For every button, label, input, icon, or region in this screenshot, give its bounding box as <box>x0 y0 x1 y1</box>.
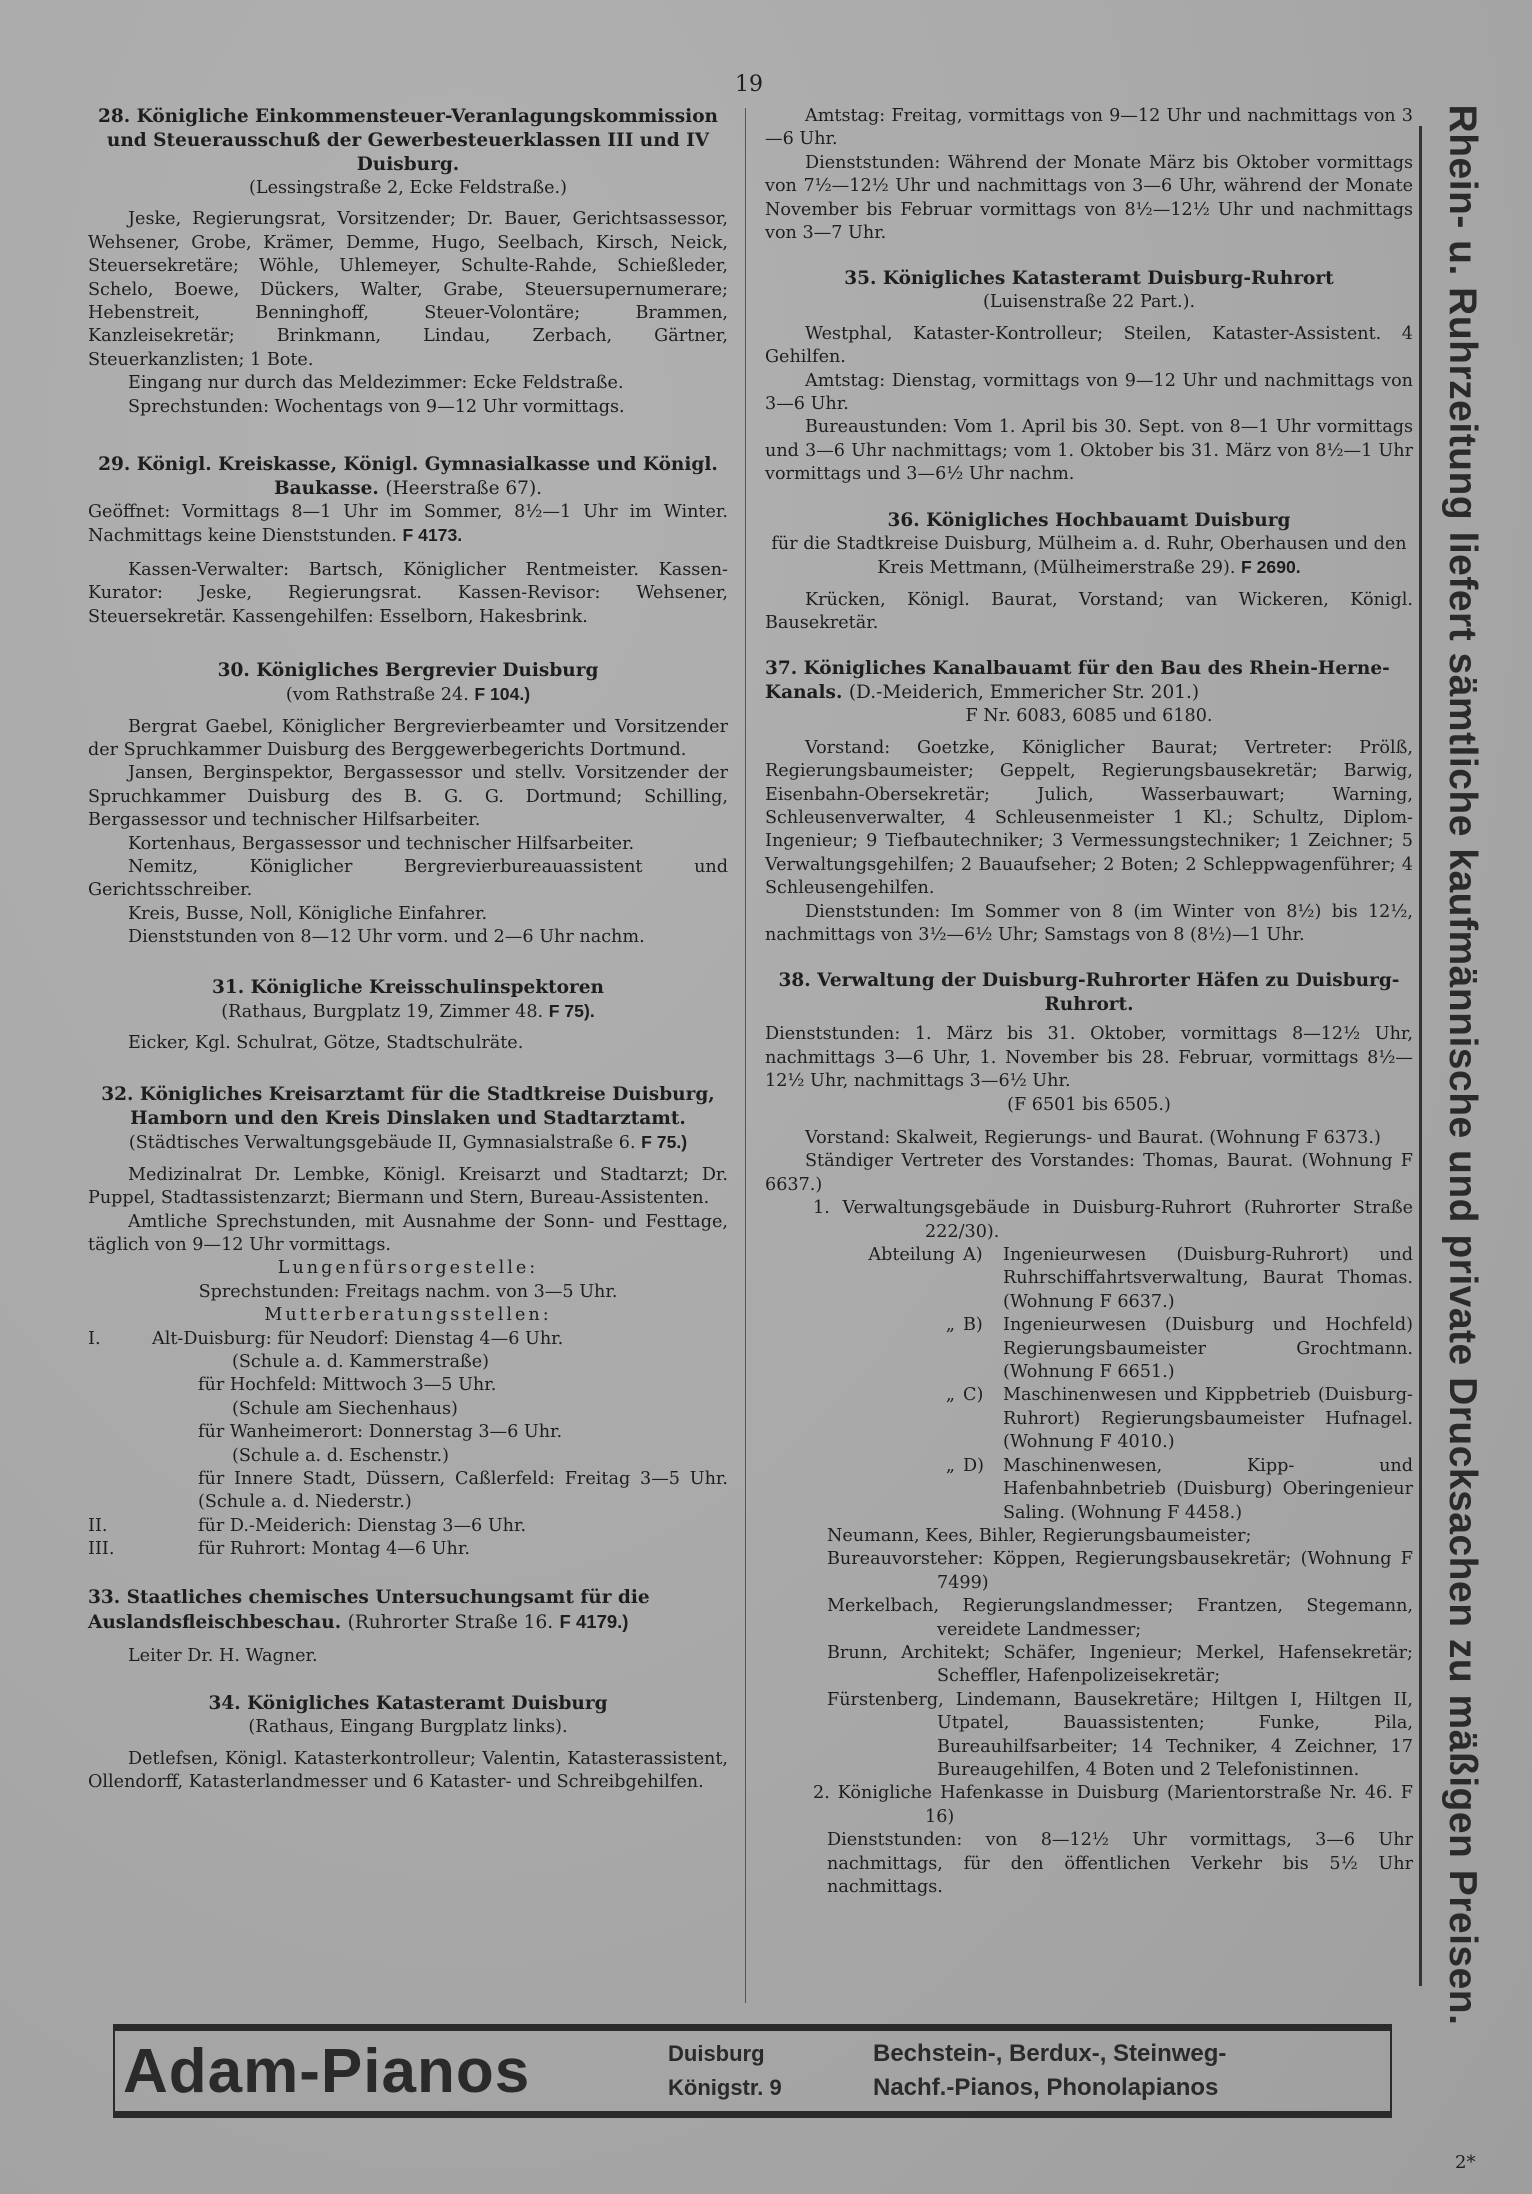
section-staff: Jeske, Regierungsrat, Vorsitzender; Dr. Bauer, Gerichtsassessor, Wehsener, Grobe, Krämer, Demme, Hugo, Seelbach, Kirsch, Neick, Steuersekretäre; Wöhle, Uhlemeyer, Schulte-Rahde, Schießleder, Schelo, Boewe, Dückers, Walter, Grabe, Steuersupernumerare; Hebenstreit, Benninghoff, Steuer-Volontäre; Brammen, Kanzleisekretär; Brinkmann, Lindau, Zerbach, Gärtner, Steuerkanzlisten; 1 Bote. <box>88 209 728 370</box>
section-address: (vom Rathstraße 24. <box>285 685 469 706</box>
section-address: (Heerstraße 67). <box>385 478 543 500</box>
section-hours: Sprechstunden: Wochentags von 9—12 Uhr vormittags. <box>128 396 625 417</box>
department-item <box>765 1384 1413 1454</box>
phone-number: F 2690. <box>1241 557 1301 578</box>
staff-line: Brunn, Architekt; Schäfer, Ingenieur; Merkel, Hafensekretär; Scheffler, Hafenpolizeisekretär; <box>827 1642 1413 1687</box>
department-item <box>765 1314 1413 1384</box>
list-item-note: (Schule a. d. Kammerstraße) <box>232 1352 490 1373</box>
section-title: 28. Königliche Einkommensteuer-Veranlagungskommission und Steuerausschuß der Gewerbesteuerklassen III und IV Duisburg. <box>98 106 718 175</box>
phone-number: F 75). <box>548 1000 595 1021</box>
advertisement-box <box>113 2024 1392 2118</box>
ad-products-line-2: Nachf.-Pianos, Phonolapianos <box>873 2074 1219 2101</box>
section-address: (Luisenstraße 22 Part.). <box>982 292 1196 313</box>
section-address: (Städtisches Verwaltungsgebäude II, Gymnasialstraße 6. <box>128 1133 636 1154</box>
phone-number: F 75.) <box>641 1132 688 1153</box>
section-34-continued <box>765 105 1413 245</box>
department-letter: C) <box>963 1385 984 1406</box>
staff-line: Merkelbach, Regierungslandmesser; Frantzen, Stegemann, vereidete Landmesser; <box>827 1596 1413 1640</box>
section-staff: Medizinalrat Dr. Lembke, Königl. Kreisarzt und Stadtarzt; Dr. Puppel, Stadtassistenzarzt; Biermann und Stern, Bureau-Assistenten. <box>88 1164 728 1209</box>
phone-number: (F 6501 bis 6505.) <box>1007 1094 1171 1115</box>
staff-paragraph: Nemitz, Königlicher Bergrevierbureauassistent und Gerichtsschreiber. <box>88 856 728 901</box>
staff-paragraph: Bergrat Gaebel, Königlicher Bergrevierbeamter und Vorsitzender der Spruchkammer Duisburg des Berggewerbegerichts Dortmund. <box>88 716 728 760</box>
section-title: 32. Königliches Kreisarztamt für die Stadtkreise Duisburg, Hamborn und den Kreis Dinslaken und Stadtarztamt. <box>101 1084 715 1130</box>
list-item-text: für Ruhrort: Montag 4—6 Uhr. <box>198 1539 470 1560</box>
department-letter: A) <box>963 1245 983 1266</box>
subheading-lung-care: Lungenfürsorgestelle: <box>277 1258 539 1279</box>
lung-care-hours: Sprechstunden: Freitags nachm. von 3—5 Uhr. <box>198 1281 618 1302</box>
column-divider <box>745 108 746 2003</box>
list-item-number <box>88 1374 152 1421</box>
list-item <box>88 1468 728 1515</box>
section-staff: Vorstand: Goetzke, Königlicher Baurat; Vertreter: Prölß, Regierungsbaumeister; Geppelt, Regierungsbausekretär; Barwig, Eisenbahn-Obersekretär; Julich, Wasserbauwart; Warning, Schleusenverwalter, 4 Schleusenmeister 1 Kl.; Schultz, Diplom-Ingenieur; 9 Tiefbautechniker; 3 Vermessungstechniker; 1 Zeichner; 5 Verwaltungsgehilfen; 2 Bauaufseher; 2 Boten; 2 Schleppwagenführer; 4 Schleusengehilfen. <box>765 737 1413 899</box>
section-38 <box>765 969 1413 1899</box>
staff-paragraph: Kortenhaus, Bergassessor und technischer Hilfsarbeiter. <box>128 833 635 854</box>
list-item <box>88 1515 728 1538</box>
phone-number: F 4173. <box>402 525 463 546</box>
list-item-note: (Schule a. d. Eschenstr.) <box>232 1445 450 1466</box>
list-item-number <box>88 1421 152 1468</box>
section-address: (Rathaus, Burgplatz 19, Zimmer 48. <box>221 1001 544 1022</box>
deputy: Ständiger Vertreter des Vorstandes: Thomas, Baurat. (Wohnung F 6637.) <box>765 1151 1413 1195</box>
section-address: (Ruhrorter Straße 16. <box>347 1611 554 1633</box>
list-item-text: für Hochfeld: Mittwoch 3—5 Uhr. <box>198 1375 497 1396</box>
building-2-hours: Dienststunden: von 8—12½ Uhr vormittags, 3—6 Uhr nachmittags, für den öffentlichen Verkehr bis 5½ Uhr nachmittags. <box>827 1830 1413 1897</box>
section-title: 36. Königliches Hochbauamt Duisburg <box>887 509 1291 531</box>
department-text: Maschinenwesen, Kipp- und Hafenbahnbetrieb (Duisburg) Oberingenieur Saling. (Wohnung F 4458.) <box>1003 1455 1413 1523</box>
list-item-number: I. <box>88 1328 101 1349</box>
department-text: Ingenieurwesen (Duisburg und Hochfeld) Regierungsbaumeister Grochtmann. (Wohnung F 6651.) <box>1003 1315 1413 1383</box>
building-1: 1. Verwaltungsgebäude in Duisburg-Ruhrort (Ruhrorter Straße 222/30). <box>813 1198 1413 1242</box>
ad-street: Königstr. 9 <box>668 2075 782 2100</box>
section-title: 33. Staatliches chemisches Untersuchungsamt für die Auslandsfleischbeschau. <box>88 1586 650 1633</box>
list-item-text: für Wanheimerort: Donnerstag 3—6 Uhr. <box>198 1422 563 1443</box>
staff-paragraph: Kreis, Busse, Noll, Königliche Einfahrer. <box>128 903 488 924</box>
list-item <box>88 1538 728 1561</box>
list-item-text: für Innere Stadt, Düssern, Caßlerfeld: Freitag 3—5 Uhr. (Schule a. d. Niederstr.) <box>198 1469 728 1513</box>
board-chair: Vorstand: Skalweit, Regierungs- und Baurat. (Wohnung F 6373.) <box>805 1128 1381 1148</box>
staff-line: Bureauvorsteher: Köppen, Regierungsbausekretär; (Wohnung F 7499) <box>827 1549 1413 1593</box>
section-28 <box>88 105 728 419</box>
list-item-number: III. <box>88 1539 115 1560</box>
section-title: 30. Königliches Bergrevier Duisburg <box>217 660 599 682</box>
section-scope: für die Stadtkreise Duisburg, Mülheim a. d. Ruhr, Oberhausen und den Kreis Mettmann, (Mülheimerstraße 29). <box>771 533 1407 579</box>
mother-advice-list <box>88 1328 728 1562</box>
phone-number: F 104.) <box>474 684 531 705</box>
section-staff: Detlefsen, Königl. Katasterkontrolleur; Valentin, Katasterassistent, Ollendorff, Katasterlandmesser und 6 Kataster- und Schreibgehilfen. <box>88 1748 728 1792</box>
ad-city: Duisburg <box>668 2041 765 2066</box>
section-title: 37. Königliches Kanalbauamt für den Bau des Rhein-Herne-Kanals. <box>765 658 1390 704</box>
phone-number: F 4179.) <box>559 1610 629 1632</box>
office-day: Amtstag: Dienstag, vormittags von 9—12 Uhr und nachmittags von 3—6 Uhr. <box>765 370 1413 415</box>
page-number: 19 <box>735 72 763 97</box>
section-hours: Dienststunden: Im Sommer von 8 (im Winter von 8½) bis 12½, nachmittags von 3½—6½ Uhr; Samstags von 8 (8½)—1 Uhr. <box>765 901 1413 945</box>
list-item <box>88 1374 728 1421</box>
section-title: 38. Verwaltung der Duisburg-Ruhrorter Häfen zu Duisburg-Ruhrort. <box>778 970 1400 1016</box>
section-hours: Geöffnet: Vormittags 8—1 Uhr im Sommer, 8½—1 Uhr im Winter. Nachmittags keine Dienststunden. <box>88 502 728 547</box>
department-text: Maschinenwesen und Kippbetrieb (Duisburg-Ruhrort) Regierungsbaumeister Hufnagel. (Wohnung F 4010.) <box>1003 1385 1413 1453</box>
section-36 <box>765 509 1413 636</box>
section-hours: Bureaustunden: Vom 1. April bis 30. Sept. von 8—1 Uhr vormittags und 3—6 Uhr nachmittags; vom 1. Oktober bis 31. März von 8½—1 Uhr vormittags und 3—6½ Uhr nachm. <box>765 417 1413 485</box>
department-list <box>765 1244 1413 1525</box>
left-column <box>88 105 728 1816</box>
side-rule <box>1419 126 1422 1986</box>
staff-paragraph: Jansen, Berginspektor, Bergassessor und stellv. Vorsitzender der Spruchkammer Duisburg des B. G. G. Dortmund; Schilling, Bergassessor und technischer Hilfsarbeiter. <box>88 763 728 831</box>
section-address: (Lessingstraße 2, Ecke Feldstraße.) <box>249 178 567 198</box>
section-staff: Eicker, Kgl. Schulrat, Götze, Stadtschulräte. <box>128 1032 524 1053</box>
section-37 <box>765 657 1413 947</box>
section-32 <box>88 1083 728 1561</box>
list-item-number <box>88 1468 152 1515</box>
staff-list <box>765 1525 1413 1782</box>
phone-number: F Nr. 6083, 6085 und 6180. <box>965 706 1213 727</box>
office-day: Amtstag: Freitag, vormittags von 9—12 Uhr und nachmittags von 3—6 Uhr. <box>765 106 1413 150</box>
section-hours: Dienststunden von 8—12 Uhr vorm. und 2—6 Uhr nachm. <box>128 927 645 948</box>
staff-line: Fürstenberg, Lindemann, Bausekretäre; Hiltgen I, Hiltgen II, Utpatel, Bauassistenten; Funke, Pila, Bureauhilfsarbeiter; 14 Techniker, 4 Zeichner, 17 Bureaugehilfen, 4 Boten und 2 Telefonistinnen. <box>827 1689 1413 1780</box>
section-staff: Krücken, Königl. Baurat, Vorstand; van Wickeren, Königl. Bausekretär. <box>765 589 1413 633</box>
section-staff: Westphal, Kataster-Kontrolleur; Steilen, Kataster-Assistent. 4 Gehilfen. <box>765 323 1413 368</box>
list-item-note: (Schule am Siechenhaus) <box>232 1398 458 1419</box>
list-item-number: II. <box>88 1515 108 1536</box>
sheet-signature: 2* <box>1455 2152 1476 2173</box>
side-banner-text: Rhein- u. Ruhrzeitung liefert sämtliche kaufmännische und private Drucksachen zu mäßigen Preisen. <box>1441 104 1484 2026</box>
department-letter: B) <box>963 1315 983 1336</box>
staff-line: Neumann, Kees, Bihler, Regierungsbaumeister; <box>827 1525 1252 1546</box>
list-item <box>88 1421 728 1468</box>
list-item-text: Alt-Duisburg: für Neudorf: Dienstag 4—6 Uhr. <box>152 1328 564 1349</box>
section-title: 29. Königl. Kreiskasse, Königl. Gymnasialkasse und Königl. Baukasse. <box>98 454 718 500</box>
department-label: „ <box>945 1315 955 1336</box>
section-entrance: Eingang nur durch das Meldezimmer: Ecke Feldstraße. <box>128 373 624 394</box>
section-35 <box>765 267 1413 486</box>
department-label: „ <box>945 1385 955 1406</box>
section-staff: Kassen-Verwalter: Bartsch, Königlicher Rentmeister. Kassen-Kurator: Jeske, Regierungsrat. Kassen-Revisor: Wehsener, Steuersekretär. Kassengehilfen: Esselborn, Hakesbrink. <box>88 559 728 627</box>
subheading-mother-advice: Mutterberatungsstellen: <box>264 1305 552 1326</box>
department-label: Abteilung <box>868 1245 955 1266</box>
department-text: Ingenieurwesen (Duisburg-Ruhrort) und Ruhrschiffahrtsverwaltung, Baurat Thomas. (Wohnung F 6637.) <box>1003 1245 1413 1312</box>
list-item-text: für D.-Meiderich: Dienstag 3—6 Uhr. <box>198 1515 527 1536</box>
department-item <box>765 1244 1413 1314</box>
section-hours: Dienststunden: Während der Monate März bis Oktober vormittags von 7½—12½ Uhr und nachmittags von 3—6 Uhr, während der Monate November bis Februar vormittags von 8½—12½ Uhr und nachmittags von 3—7 Uhr. <box>765 152 1413 244</box>
building-2: 2. Königliche Hafenkasse in Duisburg (Marientorstraße Nr. 46. F 16) <box>813 1783 1413 1827</box>
list-item <box>88 1328 728 1375</box>
ad-products-line-1: Bechstein-, Berdux-, Steinweg- <box>873 2040 1227 2067</box>
section-30 <box>88 659 728 949</box>
section-title: 31. Königliche Kreisschulinspektoren <box>212 976 604 998</box>
side-banner <box>1432 104 1492 2026</box>
section-31 <box>88 976 728 1056</box>
section-address: (D.-Meiderich, Emmericher Str. 201.) <box>848 682 1200 704</box>
section-title: 34. Königliches Katasteramt Duisburg <box>208 1693 608 1715</box>
section-hours: Amtliche Sprechstunden, mit Ausnahme der Sonn- und Festtage, täglich von 9—12 Uhr vormittags. <box>88 1211 728 1255</box>
section-staff: Leiter Dr. H. Wagner. <box>128 1645 318 1666</box>
section-address: (Rathaus, Eingang Burgplatz links). <box>248 1717 568 1738</box>
department-item <box>765 1455 1413 1525</box>
ad-brand: Adam-Pianos <box>123 2036 531 2106</box>
section-title: 35. Königliches Katasteramt Duisburg-Ruhrort <box>844 268 1334 290</box>
section-hours: Dienststunden: 1. März bis 31. Oktober, vormittags 8—12½ Uhr, nachmittags 3—6 Uhr, 1. November bis 28. Februar, vormittags 8½—12½ Uhr, nachmittags 3—6½ Uhr. <box>765 1024 1413 1092</box>
section-34 <box>88 1692 728 1794</box>
right-column <box>765 105 1413 1921</box>
department-label: „ <box>945 1455 955 1476</box>
section-29 <box>88 453 728 629</box>
department-letter: D) <box>963 1455 984 1476</box>
section-33 <box>88 1586 728 1668</box>
